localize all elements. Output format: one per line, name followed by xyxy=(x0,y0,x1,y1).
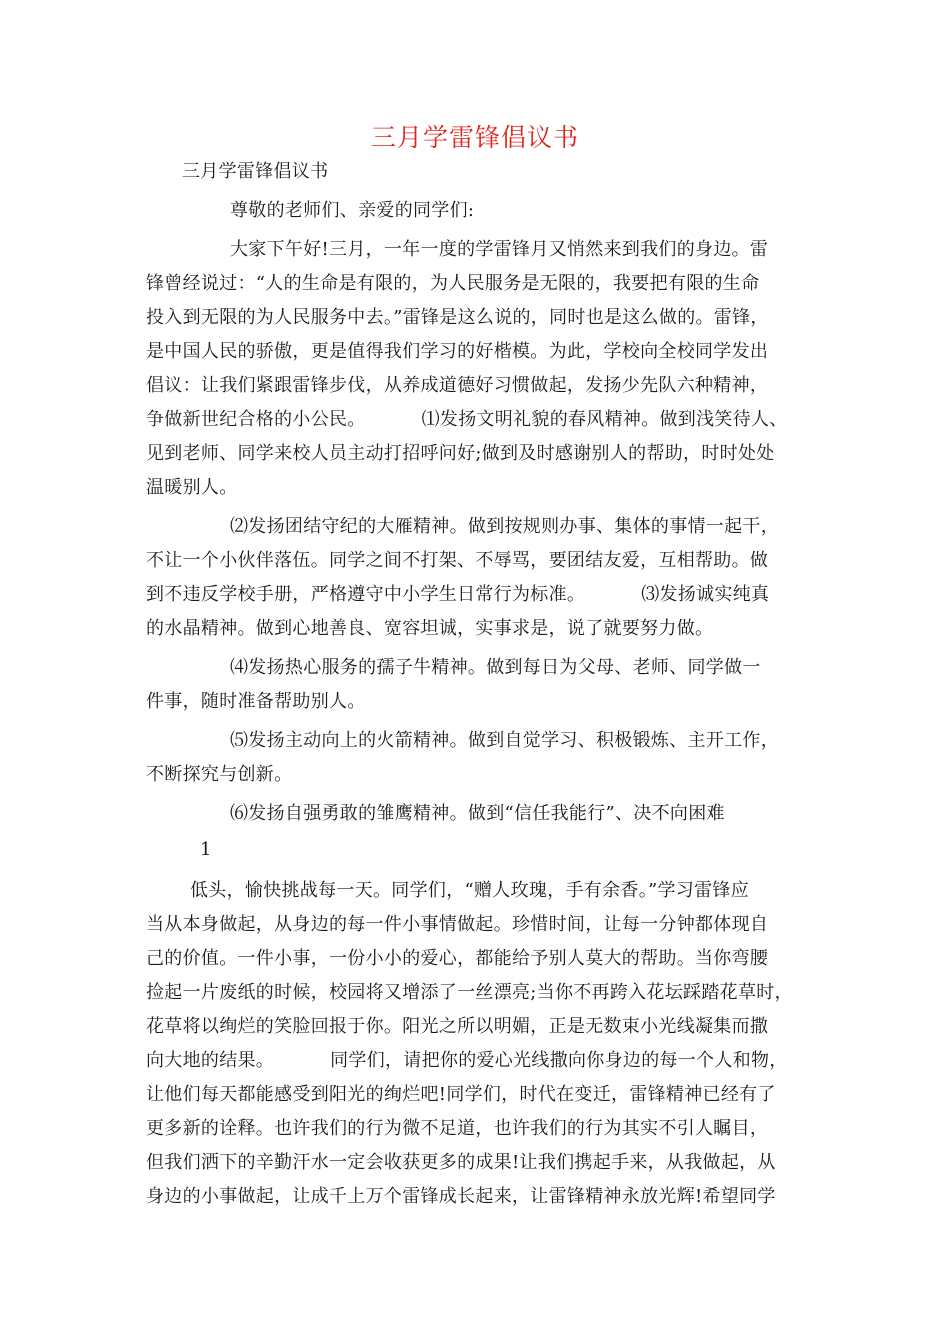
text-line: 锋曾经说过：“人的生命是有限的，为人民服务是无限的，我要把有限的生命 xyxy=(146,273,760,294)
text-segment: 到不违反学校手册，严格遵守中小学生日常行为标准。 xyxy=(146,584,586,605)
text-line xyxy=(146,408,788,432)
page-number: 1 xyxy=(200,839,212,860)
text-line xyxy=(146,1049,788,1073)
text-line: 但我们洒下的辛勤汗水一定会收获更多的成果!让我们携起手来，从我做起，从 xyxy=(146,1152,776,1173)
text-line: 身边的小事做起，让成千上万个雷锋成长起来，让雷锋精神永放光辉!希望同学 xyxy=(146,1186,776,1207)
text-line: 大家下午好!三月，一年一度的学雷锋月又悄然来到我们的身边。雷 xyxy=(230,239,769,260)
text-segment: 向大地的结果。 xyxy=(146,1050,275,1071)
text-line: 当从本身做起，从身边的每一件小事情做起。珍惜时间，让每一分钟都体现自 xyxy=(146,914,769,935)
text-line: 是中国人民的骄傲，更是值得我们学习的好楷模。为此，学校向全校同学发出 xyxy=(146,341,769,362)
text-segment: 同学们，请把你的爱心光线撒向你身边的每一个人和物， xyxy=(330,1050,788,1071)
document-subtitle: 三月学雷锋倡议书 xyxy=(182,161,329,182)
text-line: ⑹发扬自强勇敢的雏鹰精神。做到“信任我能行”、决不向困难 xyxy=(230,803,725,824)
text-line: 让他们每天都能感受到阳光的绚烂吧!同学们，时代在变迁，雷锋精神已经有了 xyxy=(146,1084,776,1105)
text-line: ⑵发扬团结守纪的大雁精神。做到按规则办事、集体的事情一起干， xyxy=(230,516,779,537)
text-line: 低头，愉快挑战每一天。同学们，“赠人玫瑰，手有余香。”学习雷锋应 xyxy=(190,880,750,901)
text-line xyxy=(146,583,769,607)
text-line: 倡议：让我们紧跟雷锋步伐，从养成道德好习惯做起，发扬少先队六种精神， xyxy=(146,375,769,396)
text-line: 更多新的诠释。也许我们的行为微不足道，也许我们的行为其实不引人瞩目， xyxy=(146,1118,769,1139)
text-line: 不让一个小伙伴落伍。同学之间不打架、不辱骂，要团结友爱，互相帮助。做 xyxy=(146,550,769,571)
text-line: 己的价值。一件小事，一份小小的爱心，都能给予别人莫大的帮助。当你弯腰 xyxy=(146,948,769,969)
text-segment: ⑶发扬诚实纯真 xyxy=(641,584,770,605)
text-line: 花草将以绚烂的笑脸回报于你。阳光之所以明媚，正是无数束小光线凝集而撒 xyxy=(146,1016,769,1037)
text-line: 投入到无限的为人民服务中去。”雷锋是这么说的，同时也是这么做的。雷锋， xyxy=(146,307,769,328)
document-title: 三月学雷锋倡议书 xyxy=(370,123,579,152)
text-segment: 争做新世纪合格的小公民。 xyxy=(146,409,366,430)
text-line: 温暖别人。 xyxy=(146,477,238,498)
text-line: 件事，随时准备帮助别人。 xyxy=(146,691,366,712)
text-line: 不断探究与创新。 xyxy=(146,764,293,785)
text-line: ⑷发扬热心服务的孺子牛精神。做到每日为父母、老师、同学做一 xyxy=(230,657,761,678)
greeting: 尊敬的老师们、亲爱的同学们: xyxy=(230,200,475,221)
text-line: ⑸发扬主动向上的火箭精神。做到自觉学习、积极锻炼、主开工作， xyxy=(230,730,779,751)
text-segment: ⑴发扬文明礼貌的春风精神。做到浅笑待人、 xyxy=(421,409,788,430)
text-line: 的水晶精神。做到心地善良、宽容坦诚，实事求是，说了就要努力做。 xyxy=(146,618,714,639)
text-line: 见到老师、同学来校人员主动打招呼问好;做到及时感谢别人的帮助，时时处处 xyxy=(146,443,775,464)
text-line: 捡起一片废纸的时候，校园将又增添了一丝漂亮;当你不再跨入花坛踩踏花草时， xyxy=(146,982,793,1003)
